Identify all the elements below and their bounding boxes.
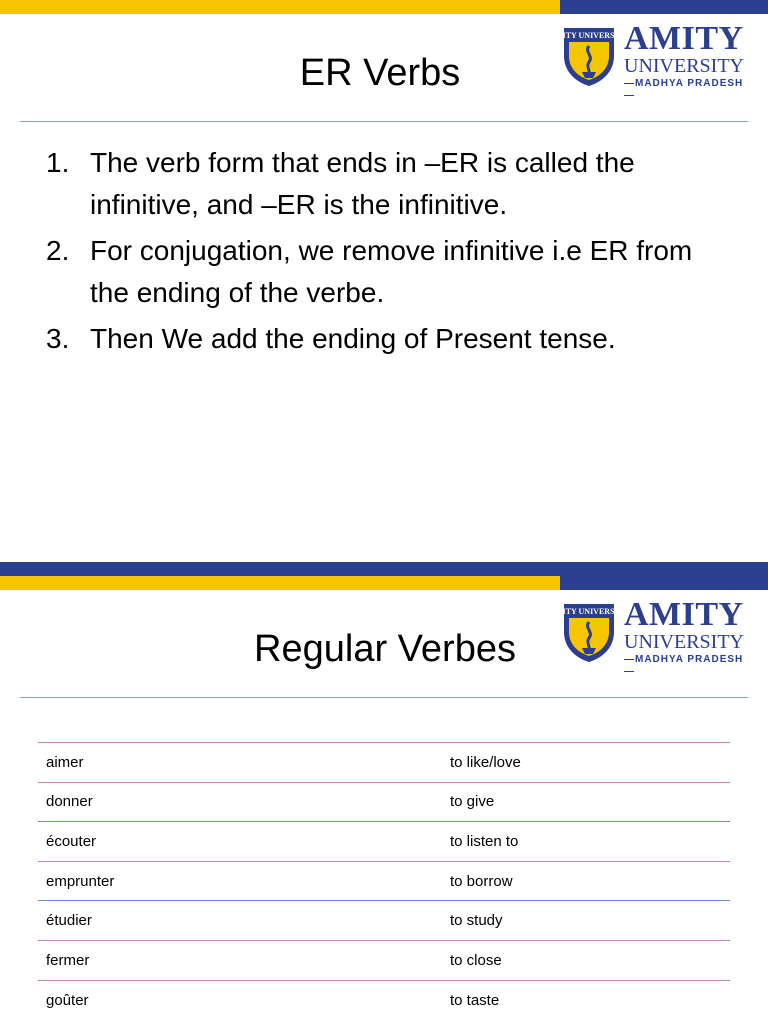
- logo-region-label: MADHYA PRADESH: [635, 654, 744, 665]
- table-row: [38, 743, 730, 783]
- french-verb-cell: aimer: [38, 743, 442, 783]
- list-item-text: For conjugation, we remove infinitive i.e ER from the ending of the verbe.: [90, 235, 693, 308]
- logo-region-label: MADHYA PRADESH: [635, 78, 744, 89]
- top-stripe-yellow: [0, 0, 560, 14]
- emblem-label: AMITY UNIVERSITY: [549, 607, 629, 616]
- top-stripe-blue: [560, 576, 768, 590]
- english-meaning-cell: to study: [442, 901, 730, 941]
- table-row: [38, 901, 730, 941]
- french-verb-cell: écouter: [38, 822, 442, 862]
- top-stripe-blue: [560, 0, 768, 14]
- english-meaning-cell: to close: [442, 940, 730, 980]
- french-verb-cell: goûter: [38, 980, 442, 1020]
- emblem-label: AMITY UNIVERSITY: [549, 31, 629, 40]
- english-meaning-cell: to give: [442, 782, 730, 822]
- list-item-number: 2.: [46, 235, 70, 266]
- amity-emblem-icon: [549, 22, 629, 88]
- top-stripe-blue-band: [0, 562, 768, 576]
- english-meaning-cell: to like/love: [442, 743, 730, 783]
- french-verb-cell: emprunter: [38, 861, 442, 901]
- french-verb-cell: étudier: [38, 901, 442, 941]
- top-stripe-yellow: [0, 576, 560, 590]
- list-item-number: 3.: [46, 323, 70, 354]
- amity-emblem-icon: [549, 598, 629, 664]
- list-item-number: 1.: [46, 147, 70, 178]
- english-meaning-cell: to listen to: [442, 822, 730, 862]
- english-meaning-cell: to taste: [442, 980, 730, 1020]
- slide-title: Regular Verbes: [254, 628, 516, 670]
- table-row: [38, 822, 730, 862]
- logo-sub-text: UNIVERSITY: [624, 631, 744, 653]
- table-row: [38, 861, 730, 901]
- list-item: [46, 230, 726, 314]
- list-item-text: Then We add the ending of Present tense.: [90, 323, 616, 354]
- logo-region-text: —MADHYA PRADESH—: [624, 654, 744, 677]
- list-item: [46, 142, 726, 226]
- amity-logo: [549, 596, 750, 677]
- table-row: [38, 782, 730, 822]
- logo-sub-text: UNIVERSITY: [624, 55, 744, 77]
- regular-verbs-table: [38, 742, 730, 1020]
- french-verb-cell: fermer: [38, 940, 442, 980]
- table-row: [38, 940, 730, 980]
- title-divider: [20, 121, 748, 122]
- french-verb-cell: donner: [38, 782, 442, 822]
- logo-brand-text: AMITY: [624, 20, 744, 57]
- logo-brand-text: AMITY: [624, 596, 744, 633]
- logo-region-text: —MADHYA PRADESH—: [624, 78, 744, 101]
- slide-title: ER Verbs: [299, 52, 461, 94]
- english-meaning-cell: to borrow: [442, 861, 730, 901]
- list-item: [46, 318, 726, 360]
- table-row: [38, 980, 730, 1020]
- amity-logo: [549, 20, 750, 101]
- er-verbs-list: [46, 142, 726, 364]
- list-item-text: The verb form that ends in –ER is called the infinitive, and –ER is the infinitive.: [90, 147, 635, 220]
- title-divider: [20, 697, 748, 698]
